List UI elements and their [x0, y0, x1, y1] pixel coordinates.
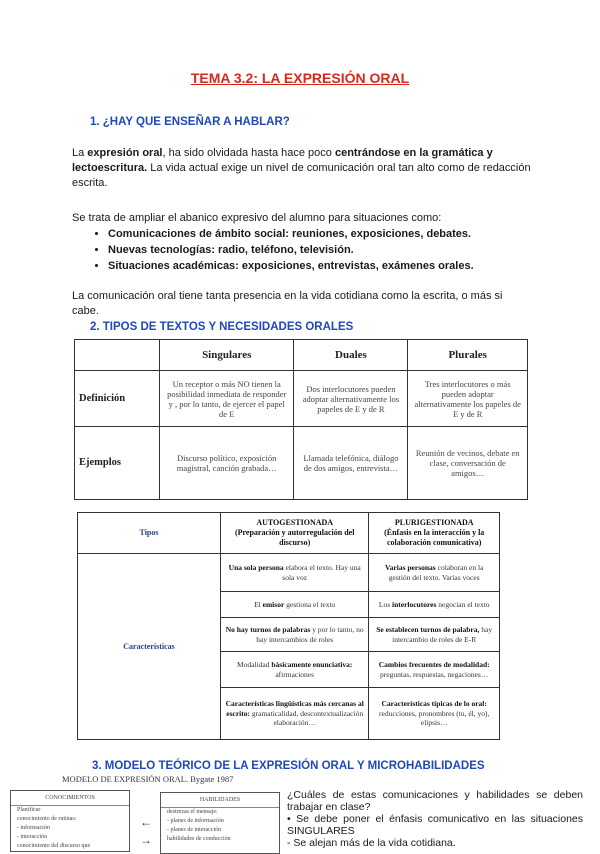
paragraph-presence: La comunicación oral tiene tanta presencia en la vida cotidiana como la escrita, o más si cabe.: [72, 290, 503, 317]
cell-text: gestiona el texto: [284, 599, 336, 609]
para-text: , ha sido olvidada hasta hace poco: [162, 147, 335, 159]
discourse-management-table: [77, 512, 500, 740]
cell-text: elabora el texto. Hay una sola voz: [282, 563, 361, 582]
table-corner: [75, 340, 160, 371]
table-row: [75, 371, 528, 427]
cell-text: Los: [378, 599, 392, 609]
table-cell: [221, 592, 369, 618]
situations-list: [72, 226, 578, 274]
cell-text: gramaticalidad, descontextualización elaboración…: [250, 708, 364, 728]
list-item: • Nuevas tecnologías: radio, teléfono, televisión.: [108, 242, 578, 258]
cell-text: negocian el texto: [436, 599, 490, 609]
cell-text: hay intercambio de roles de E-R: [392, 625, 493, 644]
cell-text: Modalidad: [236, 660, 272, 669]
cell-bold: Una sola persona: [228, 563, 284, 572]
side-question: ¿Cuáles de estas comunicaciones y habilidades se deben trabajar en clase?: [287, 789, 583, 813]
table-header: Duales: [294, 340, 408, 371]
para-text: La vida actual exige un nivel de comunicación oral tan alto como de redacción escrita.: [72, 162, 531, 189]
knowledge-box: [10, 790, 130, 852]
table-cell: [369, 688, 500, 740]
box-line: habilidades de conducción: [167, 836, 231, 842]
cell-bold: Cambios frecuentes de modalidad:: [378, 660, 490, 669]
cell-bold: No hay turnos de palabras: [225, 625, 311, 634]
table-header: [221, 513, 369, 554]
section-heading-2: 2. TIPOS DE TEXTOS Y NECESIDADES ORALES: [90, 321, 354, 333]
page-title: TEMA 3.2: LA EXPRESIÓN ORAL: [190, 70, 410, 86]
skills-box: [160, 792, 280, 854]
section-heading-3: 3. MODELO TEÓRICO DE LA EXPRESIÓN ORAL Y MICROHABILIDADES: [92, 760, 485, 772]
paragraph-intro: [72, 146, 532, 191]
cell-text: y por lo tanto, no hay intercambios de roles: [256, 625, 364, 644]
table-cell: [221, 652, 369, 688]
cell-bold: interlocutores: [391, 599, 437, 609]
side-text: [287, 789, 583, 849]
table-row: [75, 427, 528, 500]
arrow-left-icon: ←: [140, 815, 152, 829]
para-bold-term: centrándose en la gramática y lectoescritura.: [72, 147, 493, 174]
cell-text: afirmaciones: [275, 669, 315, 679]
table-cell: [221, 618, 369, 652]
text-types-table: [74, 339, 528, 500]
list-item: • Comunicaciones de ámbito social: reuniones, exposiciones, debates.: [108, 226, 578, 242]
cell-text: preguntas, respuestas, negaciones…: [380, 669, 489, 679]
table-header-row: [78, 513, 500, 554]
box-line: destrezas el mensaje:: [167, 809, 218, 815]
table-cell: [221, 688, 369, 740]
section-heading-1: 1. ¿HAY QUE ENSEÑAR A HABLAR?: [90, 116, 290, 128]
table-header: [369, 513, 500, 554]
col-title: PLURIGESTIONADA: [394, 518, 474, 527]
cell-text: colaboran en la gestión del texto. Varias voces: [388, 563, 484, 582]
table-cell: Llamada telefónica, diálogo de dos amigos, entrevista…: [294, 427, 408, 500]
list-item: • Situaciones académicas: exposiciones, entrevistas, exámenes orales.: [108, 258, 578, 274]
table-cell: [369, 592, 500, 618]
cell-bold: emisor: [262, 599, 285, 609]
para-bold-term: expresión oral: [87, 147, 163, 159]
box-header: HABILIDADES: [161, 793, 279, 808]
table-cell: [369, 618, 500, 652]
table-cell: Tres interlocutores o más pueden adoptar alternativamente los papeles de E y de R: [408, 371, 528, 427]
table-cell: Un receptor o más NO tienen la posibilidad inmediata de responder y , por lo tanto, de ejercer el papel de E: [160, 371, 294, 427]
table-row: [78, 554, 500, 592]
table-cell: [369, 652, 500, 688]
box-line: Planificar: [17, 807, 41, 813]
col-title: AUTOGESTIONADA: [256, 518, 334, 527]
cell-text: reducciones, pronombres (tu, él, yo), elipsis…: [379, 708, 490, 728]
box-line: - planes de información: [167, 818, 224, 824]
cell-bold: Características lingüísticas más cercanas al escrito:: [225, 699, 364, 718]
arrow-right-icon: →: [140, 833, 152, 847]
box-line: conocimiento del discurso que: [17, 843, 91, 849]
col-subtitle: (Énfasis en la interacción y la colaboración comunicativa): [384, 528, 485, 547]
cell-bold: Se establecen turnos de palabra,: [376, 625, 480, 634]
caracteristicas-label: Características: [78, 554, 221, 740]
table-cell: Reunión de vecinos, debate en clase, conversación de amigos…: [408, 427, 528, 500]
box-line: - interacción: [17, 834, 48, 840]
side-subpoint: - Se alejan más de la vida cotidiana.: [287, 837, 456, 849]
side-point: • Se debe poner el énfasis comunicativo en las situaciones SINGULARES: [287, 813, 583, 837]
cell-text: El: [254, 599, 263, 609]
box-line: - información: [17, 825, 50, 831]
table-header: Singulares: [160, 340, 294, 371]
row-header: Definición: [75, 371, 160, 427]
cell-bold: Varias personas: [384, 563, 436, 572]
box-header: CONOCIMIENTOS: [11, 791, 129, 806]
para-text: La: [72, 147, 88, 159]
table-header-row: [75, 340, 528, 371]
cell-bold: básicamente enunciativa:: [271, 660, 353, 669]
box-line: conocimiento de rutinas:: [17, 816, 77, 822]
col-subtitle: (Preparación y autorregulación del discurso): [234, 528, 355, 547]
model-caption: MODELO DE EXPRESIÓN ORAL. Bygate 1987: [62, 774, 234, 784]
table-cell: Dos interlocutores pueden adoptar alternativamente los papeles de E y de R: [294, 371, 408, 427]
table-cell: [221, 554, 369, 592]
tipos-label: Tipos: [78, 513, 221, 554]
row-header: Ejemplos: [75, 427, 160, 500]
box-line: - planes de interacción: [167, 827, 222, 833]
table-cell: [369, 554, 500, 592]
table-header: Plurales: [408, 340, 528, 371]
table-cell: Discurso político, exposición magistral, canción grabada…: [160, 427, 294, 500]
cell-bold: Características típicas de lo oral:: [381, 699, 487, 709]
paragraph-situations: Se trata de ampliar el abanico expresivo del alumno para situaciones como:: [72, 212, 442, 224]
